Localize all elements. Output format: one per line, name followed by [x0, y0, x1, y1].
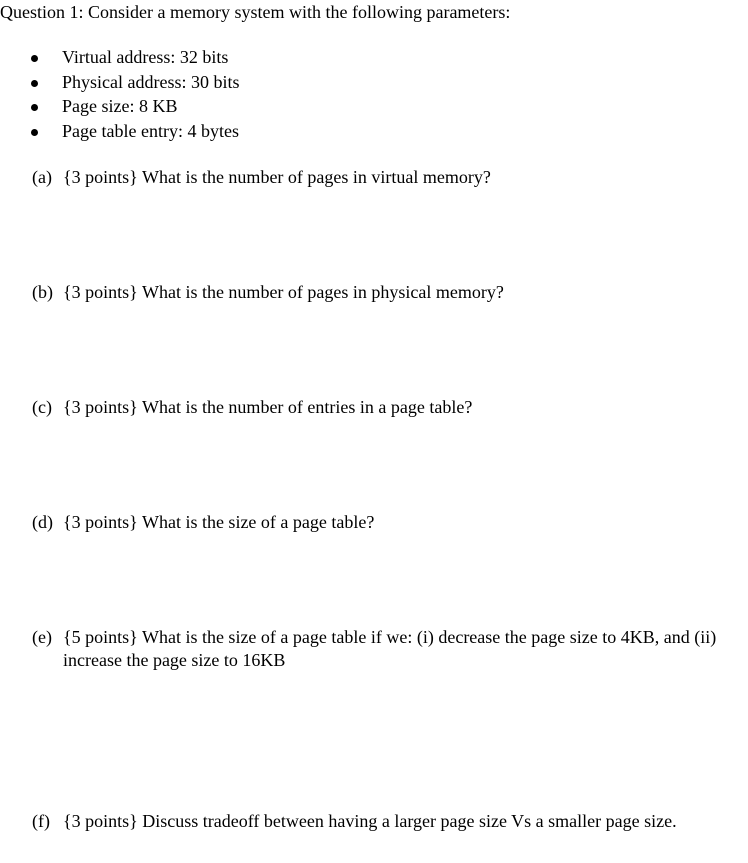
parameter-page-size: Page size: 8 KB	[62, 96, 178, 117]
bullet-icon	[31, 80, 38, 87]
part-e-text: {5 points} What is the size of a page table if we: (i) decrease the page size to 4KB, and (ii) increase the page size to 16KB	[63, 627, 717, 670]
parameter-physical-address: Physical address: 30 bits	[62, 71, 240, 92]
bullet-icon	[31, 129, 38, 136]
part-c-label: (c)	[32, 397, 52, 417]
part-f-label: (f)	[32, 811, 50, 831]
part-c-text: {3 points} What is the number of entries in a page table?	[63, 397, 473, 417]
part-b-text: {3 points} What is the number of pages in physical memory?	[63, 282, 504, 302]
bullet-icon	[31, 104, 38, 111]
part-e-label: (e)	[32, 627, 52, 647]
part-a-text: {3 points} What is the number of pages in virtual memory?	[63, 167, 491, 187]
bullet-icon	[31, 55, 38, 62]
question-title: Question 1: Consider a memory system with the following parameters:	[0, 2, 511, 22]
part-d-label: (d)	[32, 512, 53, 532]
part-b-label: (b)	[32, 282, 53, 302]
part-f-text: {3 points} Discuss tradeoff between having a larger page size Vs a smaller page size.	[63, 811, 677, 831]
parameter-virtual-address: Virtual address: 32 bits	[62, 47, 229, 67]
parameter-page-table-entry: Page table entry: 4 bytes	[62, 121, 239, 142]
part-d-text: {3 points} What is the size of a page table?	[63, 512, 375, 532]
part-a-label: (a)	[32, 167, 52, 187]
